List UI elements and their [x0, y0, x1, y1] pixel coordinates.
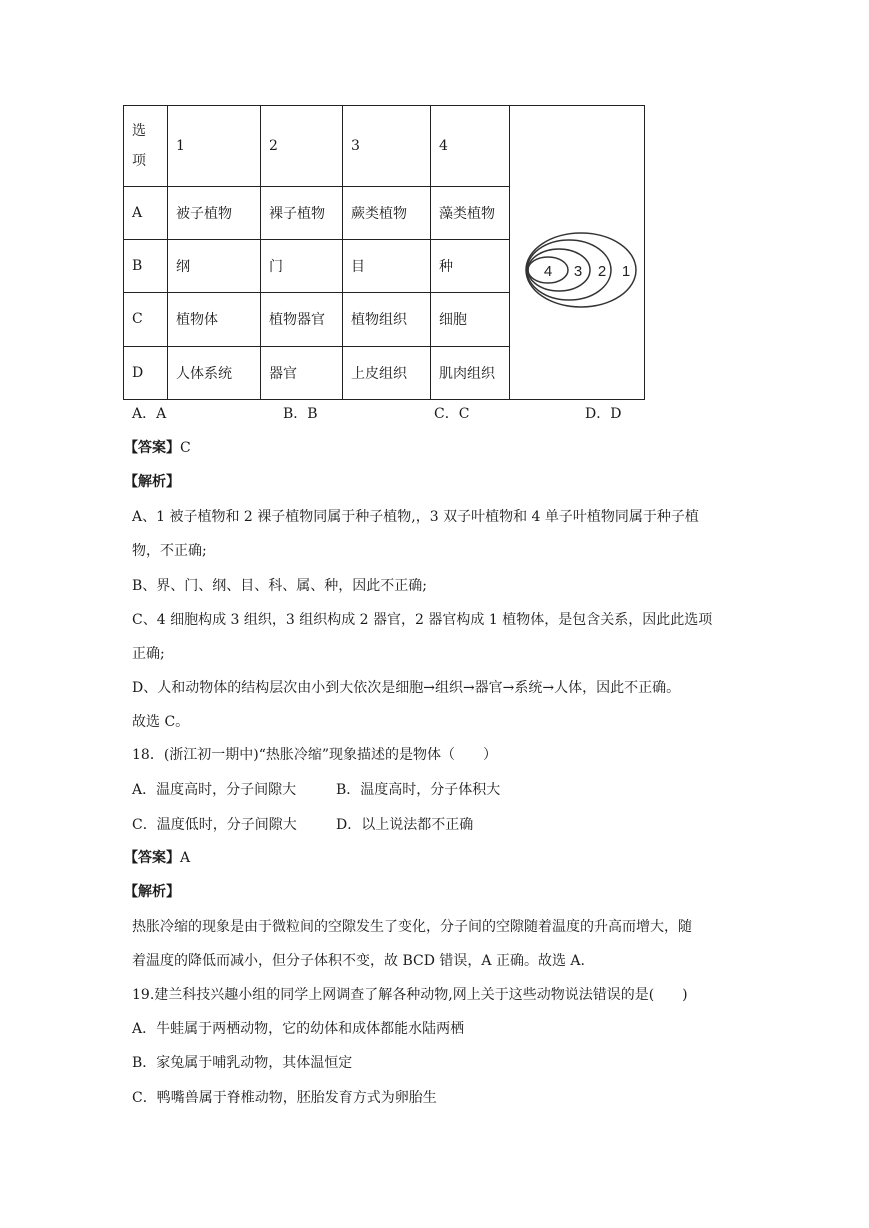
- analysis-line: B、界、门、纲、目、科、属、种，因此不正确;: [132, 578, 428, 594]
- answer-value: C: [180, 440, 191, 456]
- analysis-line: D、人和动物体的结构层次由小到大依次是细胞→组织→器官→系统→人体，因此不正确。: [132, 680, 681, 696]
- table-cell: D: [124, 346, 168, 399]
- q18-option-b: B．温度高时，分子体积大: [336, 782, 501, 798]
- ellipse-label-4: 4: [543, 263, 553, 280]
- table-cell: 肌肉组织: [431, 346, 510, 399]
- analysis-line: C、4 细胞构成 3 组织，3 组织构成 2 器官，2 器官构成 1 植物体，是包含关系，因此此选项: [132, 612, 713, 628]
- table-cell: 藻类植物: [431, 186, 510, 239]
- table-cell: 细胞: [431, 293, 510, 346]
- table-cell: 植物体: [168, 293, 261, 346]
- table-cell: 门: [261, 239, 343, 292]
- table-cell: 植物器官: [261, 293, 343, 346]
- answer-tag: 【答案】: [124, 850, 180, 866]
- table-cell: C: [124, 293, 168, 346]
- table-header-cell: 3: [343, 106, 431, 187]
- header-char-1: 选: [132, 122, 146, 139]
- table-header-option: [124, 106, 168, 187]
- answer-tag: 【答案】: [124, 440, 180, 456]
- analysis-line: 故选 C。: [132, 714, 190, 730]
- q19-option-c: C．鸭嘴兽属于脊椎动物，胚胎发育方式为卵胎生: [132, 1090, 437, 1106]
- table-header-cell: 1: [168, 106, 261, 187]
- q19-option-a: A．牛蛙属于两栖动物，它的幼体和成体都能水陆两栖: [132, 1021, 465, 1037]
- q18-option-a: A．温度高时，分子间隙大: [132, 782, 297, 798]
- q18-question: 18．(浙江初一期中)“热胀冷缩”现象描述的是物体（ ）: [132, 747, 498, 763]
- ellipse-label-2: 2: [597, 263, 607, 280]
- nested-ellipse-diagram-cell: [510, 106, 645, 400]
- table-header-cell: 4: [431, 106, 510, 187]
- table-cell: 器官: [261, 346, 343, 399]
- table-cell: 人体系统: [168, 346, 261, 399]
- table-cell: 被子植物: [168, 186, 261, 239]
- q17-choice-a: A．A: [132, 406, 167, 422]
- answer-value: A: [180, 850, 191, 866]
- ellipse-label-1: 1: [621, 263, 631, 280]
- header-char-2: 项: [132, 152, 146, 169]
- analysis-line: 物，不正确;: [132, 543, 207, 559]
- q18-option-d: D．以上说法都不正确: [336, 817, 474, 833]
- table-cell: 目: [343, 239, 431, 292]
- q18-option-c: C．温度低时，分子间隙大: [132, 817, 297, 833]
- table-cell: 上皮组织: [343, 346, 431, 399]
- q17-answer-line: [124, 438, 191, 458]
- ellipse-label-3: 3: [573, 263, 583, 280]
- analysis-line: 正确;: [132, 646, 165, 662]
- q17-choice-d: D．D: [585, 406, 622, 422]
- table-cell: 种: [431, 239, 510, 292]
- q19-question: 19.建兰科技兴趣小组的同学上网调查了解各种动物,网上关于这些动物说法错误的是( ): [132, 987, 688, 1003]
- options-table: [123, 105, 645, 400]
- q18-answer-line: [124, 848, 190, 868]
- table-header-row: [124, 106, 645, 187]
- q18-analysis-tag: 【解析】: [124, 884, 180, 900]
- table-header-cell: 2: [261, 106, 343, 187]
- analysis-line: 着温度的降低而减小，但分子体积不变，故 BCD 错误，A 正确。故选 A.: [132, 953, 585, 969]
- analysis-line: A、1 被子植物和 2 裸子植物同属于种子植物,，3 双子叶植物和 4 单子叶植物同属于种子植: [132, 509, 699, 525]
- q17-analysis-tag: 【解析】: [124, 474, 180, 490]
- table-cell: B: [124, 239, 168, 292]
- nested-ellipse-diagram: [518, 106, 644, 395]
- q19-option-b: B．家兔属于哺乳动物，其体温恒定: [132, 1055, 353, 1071]
- analysis-line: 热胀冷缩的现象是由于微粒间的空隙发生了变化，分子间的空隙随着温度的升高而增大，随: [132, 919, 692, 935]
- q17-choice-b: B．B: [283, 406, 318, 422]
- table-cell: 纲: [168, 239, 261, 292]
- table-cell: 蕨类植物: [343, 186, 431, 239]
- table-cell: 植物组织: [343, 293, 431, 346]
- table-cell: A: [124, 186, 168, 239]
- q17-choice-c: C．C: [434, 406, 470, 422]
- table-cell: 裸子植物: [261, 186, 343, 239]
